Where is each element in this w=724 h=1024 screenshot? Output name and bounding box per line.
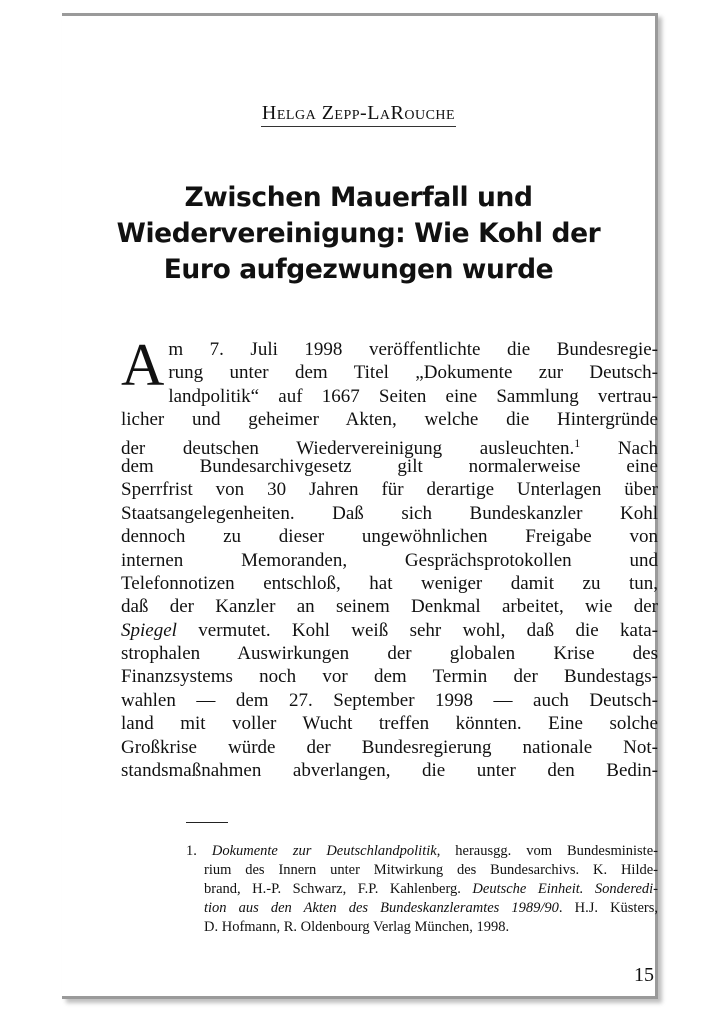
body-line: land mit voller Wucht treffen könnten. Eine solche — [121, 713, 658, 735]
footnote-line — [186, 899, 658, 918]
footnote-italic: Deutsche Einheit. Sonderedi- — [472, 881, 658, 897]
footnote-line — [186, 842, 658, 861]
page-number: 15 — [634, 964, 654, 986]
body-line: Staatsangelegenheiten. Daß sich Bundeskanzler Kohl — [121, 502, 658, 524]
body-line: Finanzsystems noch vor dem Termin der Bundestags- — [121, 666, 658, 688]
body-line: dennoch zu dieser ungewöhnlichen Freigabe von — [121, 526, 658, 548]
body-line: rung unter dem Titel „Dokumente zur Deutsch- — [168, 362, 658, 384]
footnote-text: brand, H.-P. Schwarz, F.P. Kahlenberg. — [204, 881, 473, 897]
body-text-run: vermutet. Kohl weiß sehr wohl, daß die kata- — [176, 619, 658, 641]
footnote-line: rium des Innern unter Mitwirkung des Bundesarchivs. K. Hilde- — [204, 862, 658, 878]
body-line — [121, 619, 658, 642]
footnote-line — [186, 880, 658, 899]
drop-cap: A — [121, 332, 165, 398]
title-line: Zwischen Mauerfall und — [184, 182, 533, 213]
body-text — [121, 332, 658, 782]
italic-publication: Spiegel — [121, 619, 177, 641]
body-text-run: der deutschen Wiedervereinigung ausleuchten. — [121, 437, 575, 459]
footnote-text: . H.J. Küsters, — [558, 900, 658, 916]
footnote-line: D. Hofmann, R. Oldenbourg Verlag München, 1998. — [204, 919, 510, 935]
footnote-number: 1. — [186, 843, 197, 859]
body-text-run: Nach — [580, 437, 658, 459]
body-line: Sperrfrist von 30 Jahren für derartige Unterlagen über — [121, 479, 658, 501]
author-header — [62, 102, 655, 127]
footnote-text: , herausgg. vom Bundesministe- — [436, 843, 658, 859]
title-line: Euro aufgezwungen wurde — [163, 254, 554, 285]
book-page — [62, 13, 658, 999]
body-line: daß der Kanzler an seinem Denkmal arbeitet, wie der — [121, 596, 658, 618]
body-line: licher und geheimer Akten, welche die Hintergründe — [121, 409, 658, 431]
body-line: dem Bundesarchivgesetz gilt normalerweise eine — [121, 455, 658, 477]
title-line: Wiedervereinigung: Wie Kohl der — [116, 218, 601, 249]
body-line: standsmaßnahmen abverlangen, die unter den Bedin- — [121, 760, 658, 782]
body-line: strophalen Auswirkungen der globalen Krise des — [121, 643, 658, 665]
body-line: m 7. Juli 1998 veröffentlichte die Bundesregie- — [168, 339, 658, 360]
body-line: internen Memoranden, Gesprächsprotokollen und — [121, 549, 658, 571]
footnote-reference[interactable]: 1 — [574, 435, 581, 450]
body-line: wahlen — dem 27. September 1998 — auch Deutsch- — [121, 689, 658, 711]
footnote-separator — [186, 822, 228, 823]
chapter-title — [82, 180, 635, 288]
footnote-italic: Dokumente zur Deutschlandpolitik — [211, 843, 437, 859]
body-line: landpolitik“ auf 1667 Seiten eine Sammlung vertrau- — [168, 385, 658, 407]
body-line: Großkrise würde der Bundesregierung nationale Not- — [121, 736, 658, 758]
footnote — [186, 842, 658, 937]
footnote-italic: tion aus den Akten des Bundeskanzleramtes 1989/90 — [204, 900, 559, 916]
author-name: Helga Zepp-LaRouche — [261, 102, 456, 127]
body-line — [121, 432, 658, 459]
body-line: Telefonnotizen entschloß, hat weniger damit zu tun, — [121, 572, 658, 594]
